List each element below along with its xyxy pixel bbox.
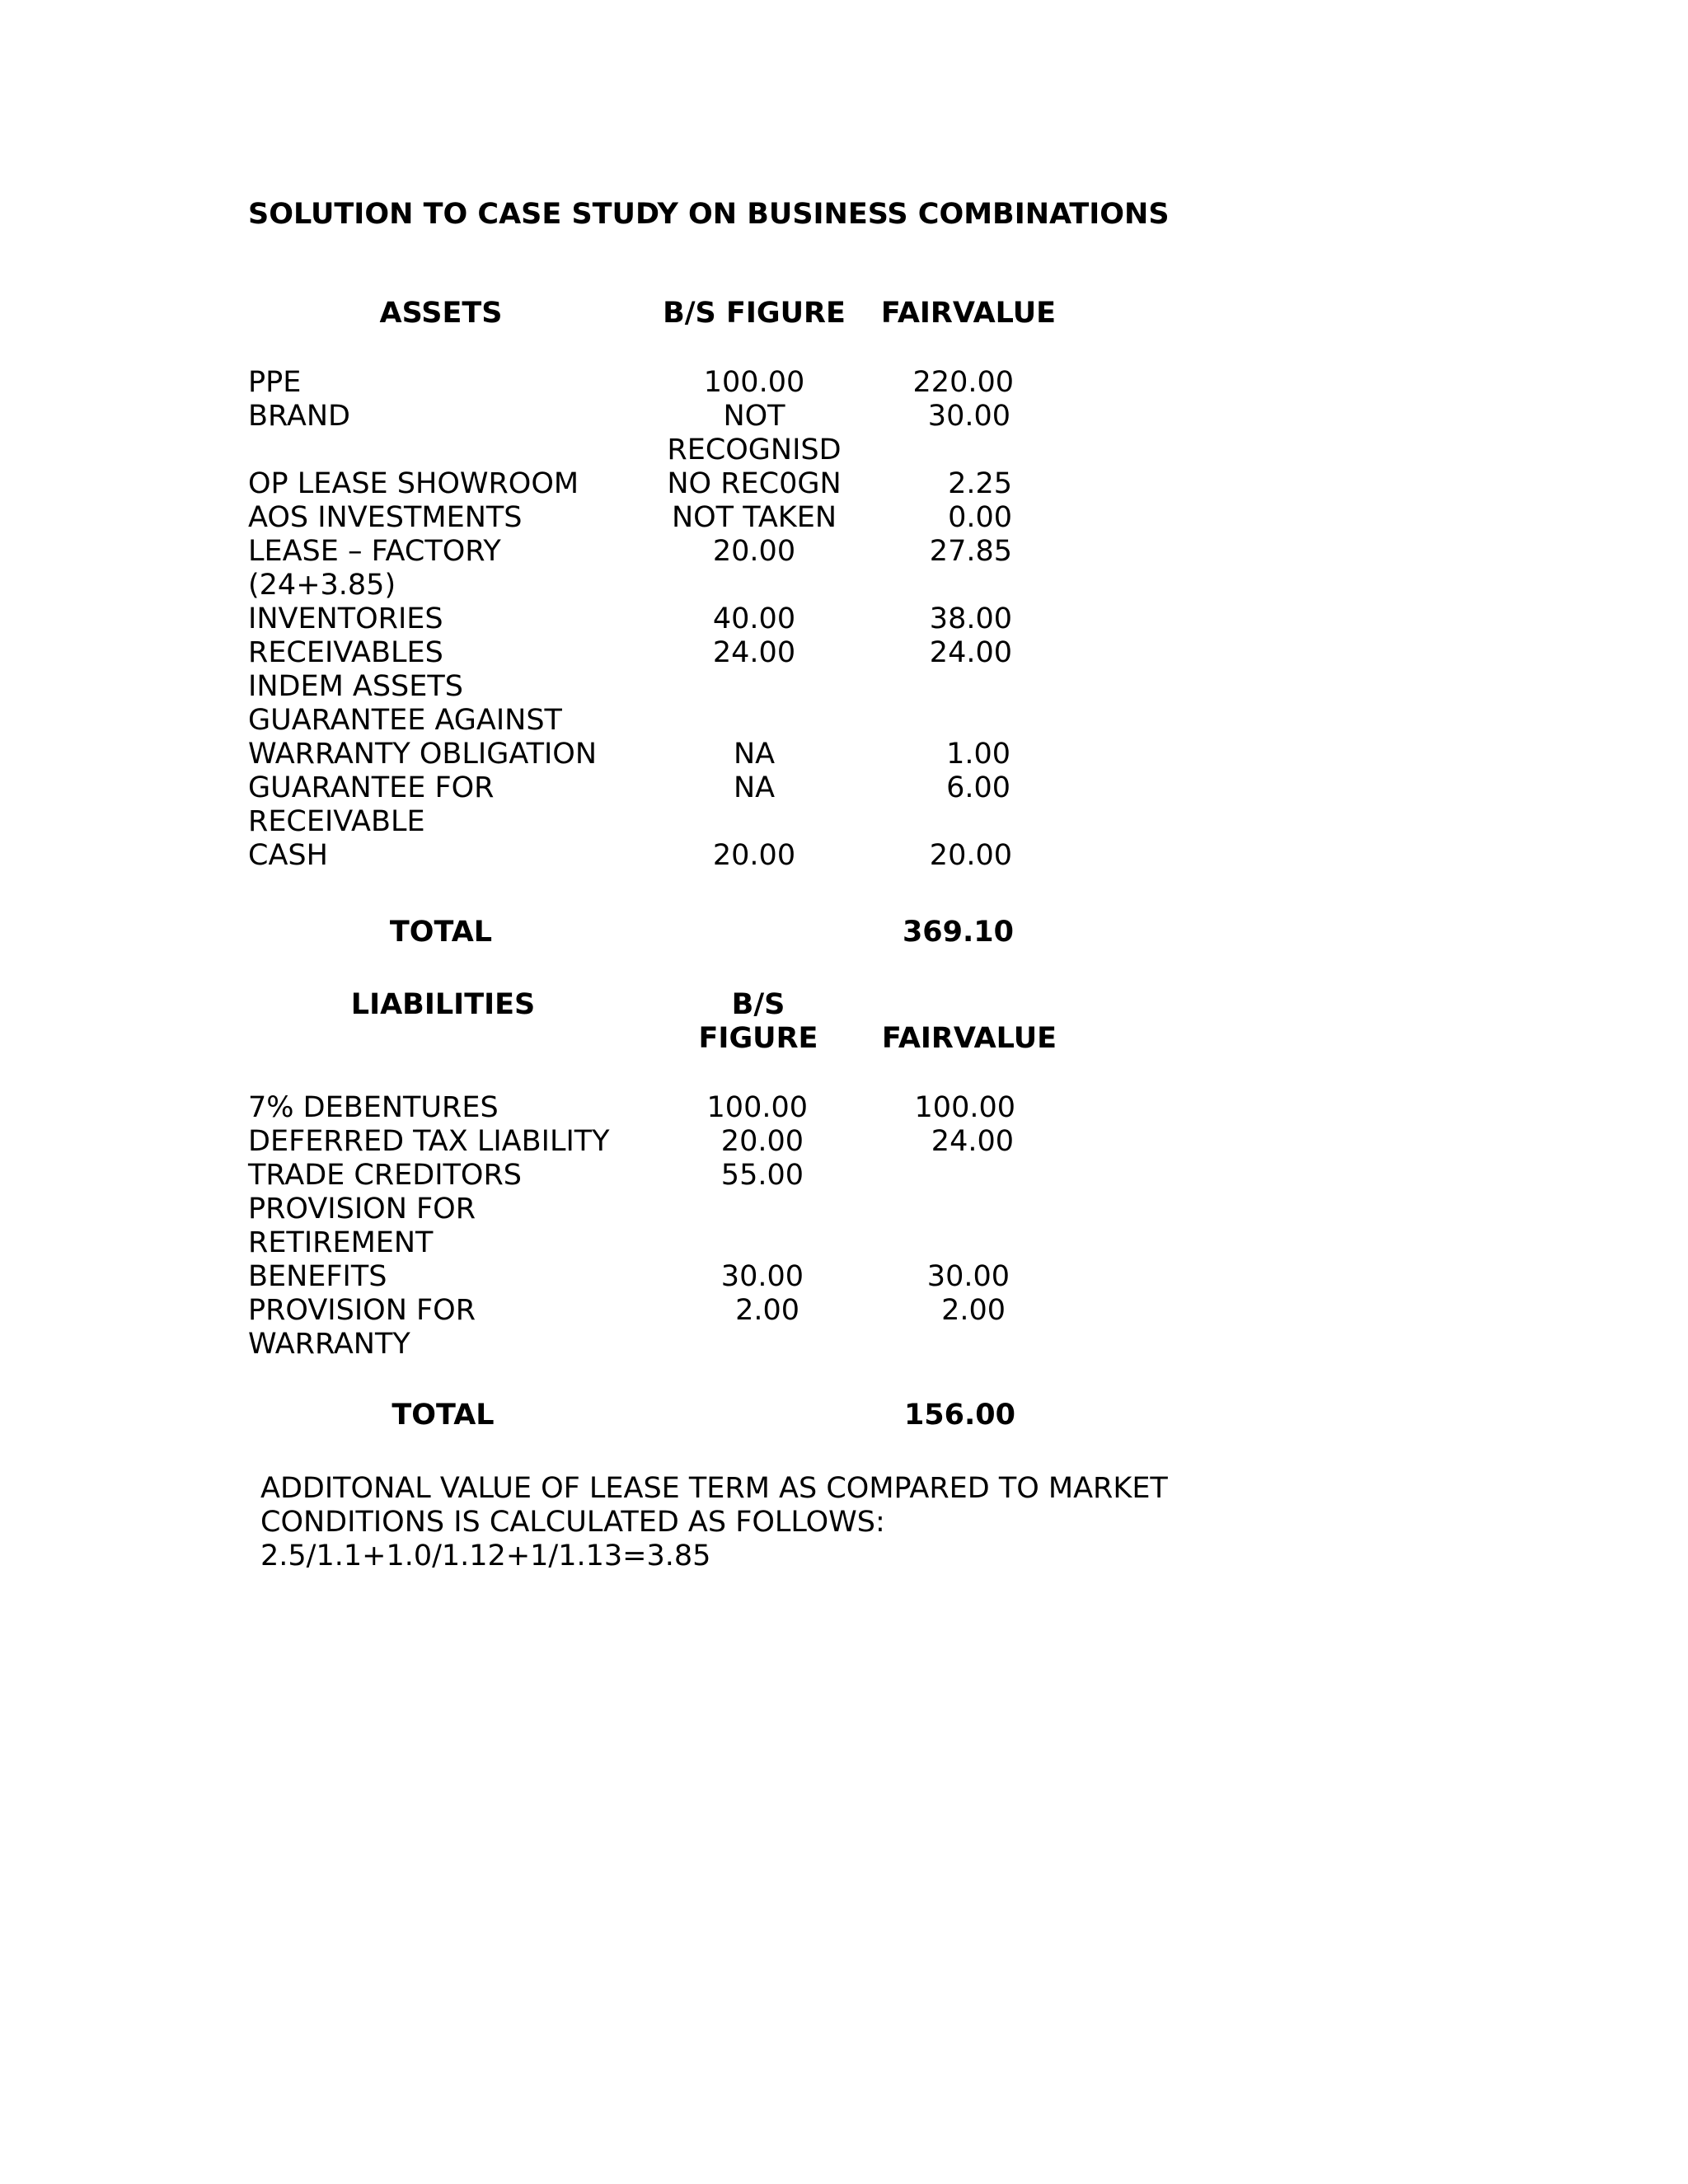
asset-row-label: CASH (248, 839, 328, 872)
asset-row-label: INDEM ASSETS (248, 670, 463, 703)
liability-row-label: TRADE CREDITORS (248, 1159, 523, 1192)
asset-row-bs: 20.00 (712, 535, 796, 568)
asset-row-label: INVENTORIES (248, 602, 443, 635)
asset-row-fv: 24.00 (929, 636, 1012, 669)
assets-total-value: 369.10 (902, 916, 1014, 949)
liabilities-header-label: LIABILITIES (350, 988, 536, 1021)
asset-row-bs: NOT TAKEN (671, 501, 837, 534)
liability-row-label: WARRANTY (248, 1328, 410, 1361)
liabilities-header-bs-line1: B/S (731, 988, 785, 1021)
note-line: CONDITIONS IS CALCULATED AS FOLLOWS: (260, 1506, 885, 1539)
liabilities-total-value: 156.00 (903, 1399, 1015, 1432)
asset-row-fv: 20.00 (929, 839, 1012, 872)
asset-row-bs: 20.00 (712, 839, 796, 872)
assets-total-label: TOTAL (389, 916, 493, 949)
asset-row-label: (24+3.85) (248, 569, 396, 602)
asset-row-label: GUARANTEE AGAINST (248, 704, 562, 737)
assets-header-bs: B/S FIGURE (663, 297, 846, 330)
liability-row-bs: 30.00 (720, 1260, 804, 1293)
liabilities-header-fv: FAIRVALUE (881, 1022, 1057, 1055)
liability-row-bs: 20.00 (720, 1125, 804, 1158)
asset-row-label: GUARANTEE FOR (248, 771, 495, 804)
asset-row-bs: 100.00 (703, 366, 805, 399)
asset-row-label: WARRANTY OBLIGATION (248, 738, 598, 771)
liability-row-label: PROVISION FOR (248, 1193, 476, 1226)
note-line: ADDITONAL VALUE OF LEASE TERM AS COMPARED TO MARKET (260, 1472, 1168, 1505)
assets-header-fv: FAIRVALUE (880, 297, 1057, 330)
liabilities-header-bs-line2: FIGURE (698, 1022, 818, 1055)
asset-row-label: RECEIVABLES (248, 636, 443, 669)
liability-row-label: 7% DEBENTURES (248, 1091, 499, 1124)
asset-row-label: LEASE – FACTORY (248, 535, 501, 568)
asset-row-fv: 1.00 (946, 738, 1010, 771)
liability-row-label: BENEFITS (248, 1260, 387, 1293)
liability-row-fv: 30.00 (926, 1260, 1010, 1293)
asset-row-bs: NOT (723, 400, 785, 433)
asset-row-fv: 27.85 (929, 535, 1012, 568)
liability-row-fv: 24.00 (931, 1125, 1014, 1158)
asset-row-label: RECEIVABLE (248, 805, 425, 838)
liability-row-bs: 2.00 (735, 1294, 799, 1327)
asset-row-fv: 6.00 (946, 771, 1010, 804)
asset-row-fv: 2.25 (948, 467, 1012, 500)
assets-header-label: ASSETS (379, 297, 503, 330)
liability-row-bs: 100.00 (706, 1091, 808, 1124)
liability-row-bs: 55.00 (720, 1159, 804, 1192)
liability-row-label: DEFERRED TAX LIABILITY (248, 1125, 610, 1158)
asset-row-label: PPE (248, 366, 302, 399)
asset-row-label: BRAND (248, 400, 350, 433)
liabilities-total-label: TOTAL (392, 1399, 495, 1432)
page-title: SOLUTION TO CASE STUDY ON BUSINESS COMBINATIONS (248, 198, 1170, 231)
asset-row-bs: 40.00 (712, 602, 796, 635)
asset-row-label: AOS INVESTMENTS (248, 501, 523, 534)
liability-row-fv: 2.00 (941, 1294, 1006, 1327)
liability-row-fv: 100.00 (914, 1091, 1015, 1124)
asset-row-label: OP LEASE SHOWROOM (248, 467, 579, 500)
asset-row-bs: NA (733, 738, 776, 771)
asset-row-bs: NO REC0GN (667, 467, 842, 500)
asset-row-fv: 38.00 (929, 602, 1012, 635)
asset-row-fv: 0.00 (948, 501, 1012, 534)
asset-row-bs: 24.00 (712, 636, 796, 669)
asset-row-bs: NA (733, 771, 776, 804)
note-line: 2.5/1.1+1.0/1.12+1/1.13=3.85 (260, 1540, 711, 1572)
asset-row-fv: 30.00 (927, 400, 1010, 433)
liability-row-label: RETIREMENT (248, 1226, 434, 1259)
asset-row-fv: 220.00 (912, 366, 1014, 399)
asset-row-bs: RECOGNISD (667, 434, 842, 466)
liability-row-label: PROVISION FOR (248, 1294, 476, 1327)
